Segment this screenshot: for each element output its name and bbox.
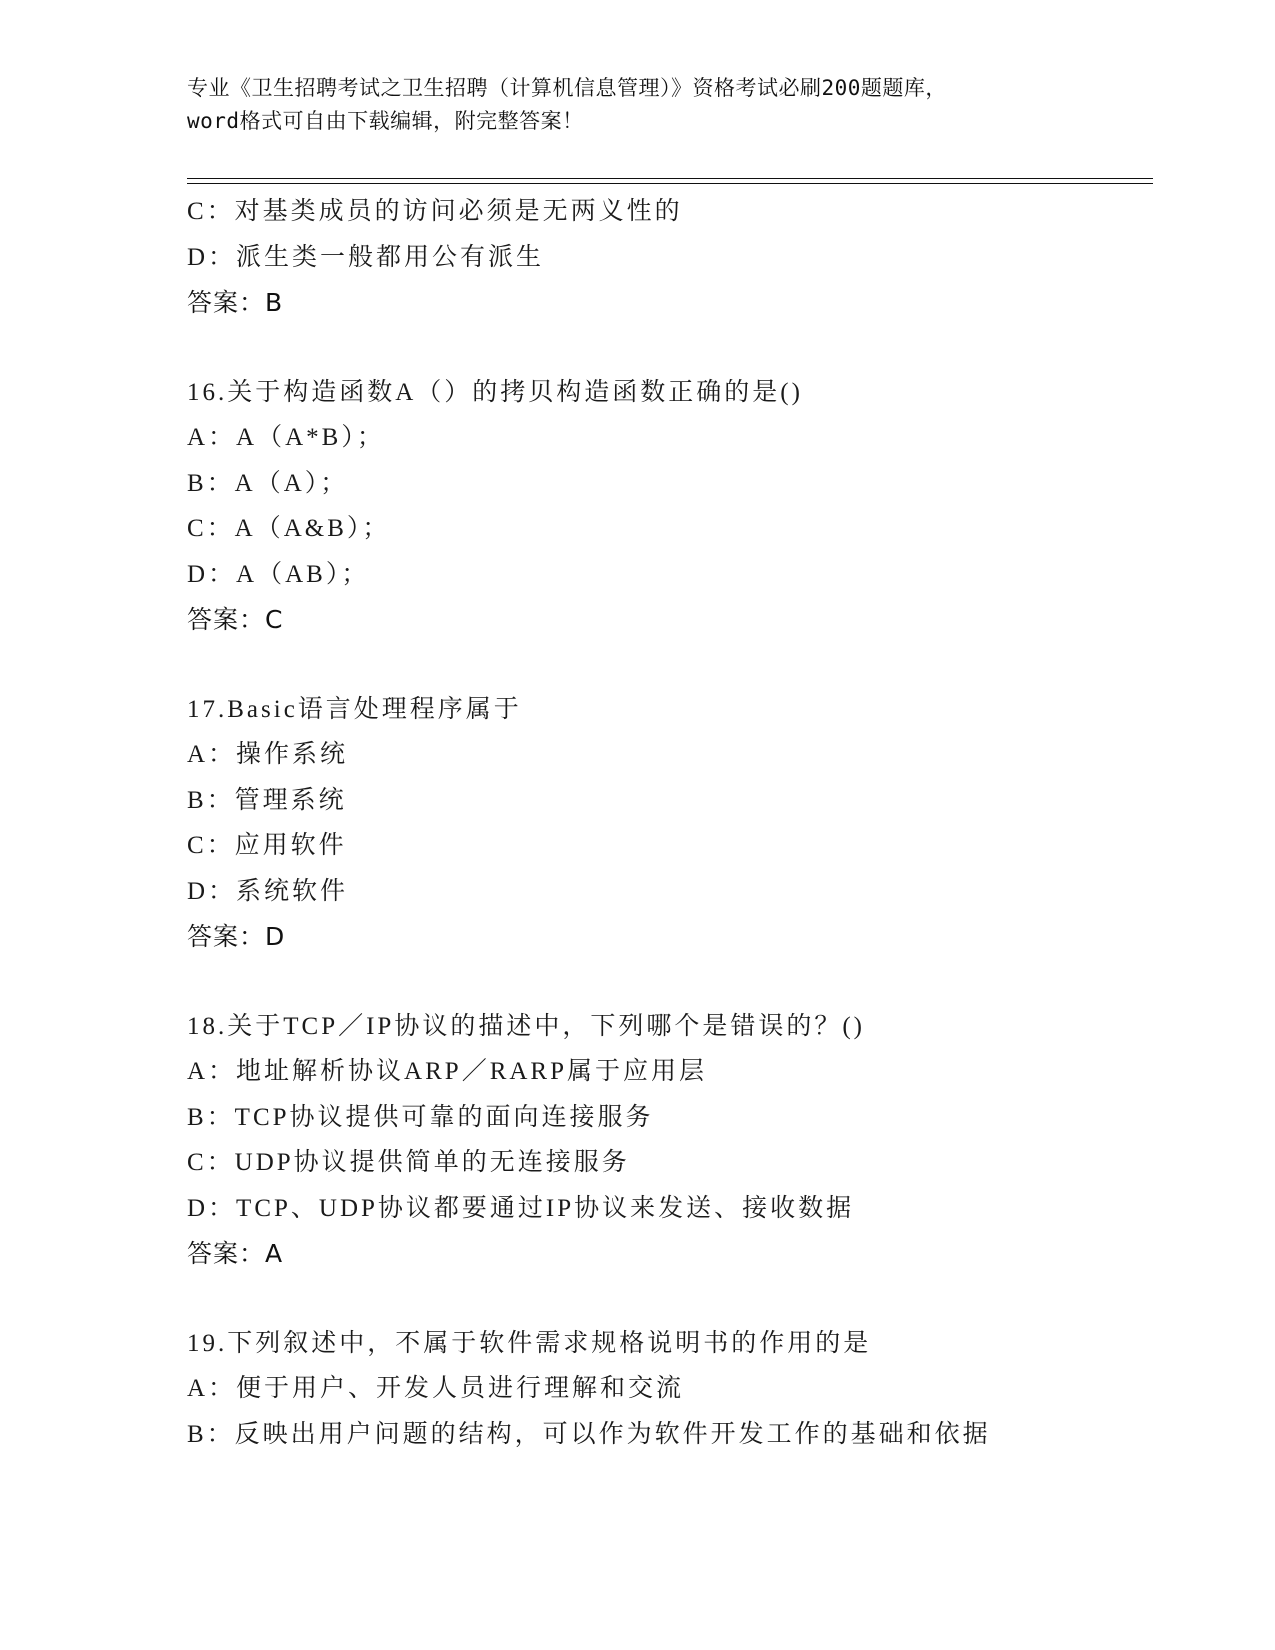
answer-line: 答案：A xyxy=(187,1239,284,1268)
option-d: D：TCP、UDP协议都要通过IP协议来发送、接收数据 xyxy=(187,1194,855,1222)
question-stem: 18.关于TCP／IP协议的描述中，下列哪个是错误的？() xyxy=(187,1012,865,1040)
answer-line: 答案：D xyxy=(187,922,286,951)
option-d: D：派生类一般都用公有派生 xyxy=(187,243,545,271)
answer-line: 答案：B xyxy=(187,288,284,317)
header-line-1: 专业《卫生招聘考试之卫生招聘（计算机信息管理）》资格考试必刷200题题库， xyxy=(187,76,947,100)
question-16 xyxy=(187,370,1167,643)
question-18 xyxy=(187,1004,1167,1277)
option-c: C：UDP协议提供简单的无连接服务 xyxy=(187,1149,630,1176)
option-a: A：A（A*B）； xyxy=(187,424,385,451)
question-19 xyxy=(187,1321,1167,1458)
option-d: D：系统软件 xyxy=(187,877,349,905)
question-17 xyxy=(187,687,1167,960)
question-list xyxy=(187,189,1167,1457)
option-a: A：地址解析协议ARP／RARP属于应用层 xyxy=(187,1058,707,1085)
header-rule-top xyxy=(187,178,1153,179)
option-b: B：A（A）； xyxy=(187,469,349,497)
header-line-2: word格式可自由下载编辑，附完整答案！ xyxy=(187,109,584,133)
option-b: B：反映出用户问题的结构，可以作为软件开发工作的基础和依据 xyxy=(187,1420,991,1448)
option-c: C：应用软件 xyxy=(187,832,347,859)
question-stem: 16.关于构造函数A（）的拷贝构造函数正确的是() xyxy=(187,378,803,406)
option-d: D：A（AB）； xyxy=(187,560,370,588)
option-c: C：A（A&B）； xyxy=(187,515,391,542)
option-a: A：操作系统 xyxy=(187,741,349,768)
option-b: B：管理系统 xyxy=(187,786,347,814)
option-c: C：对基类成员的访问必须是无两义性的 xyxy=(187,198,683,225)
question-stem: 17.Basic语言处理程序属于 xyxy=(187,695,522,723)
question-15-continued xyxy=(187,189,1167,326)
answer-line: 答案：C xyxy=(187,605,284,634)
option-a: A：便于用户、开发人员进行理解和交流 xyxy=(187,1375,685,1402)
option-b: B：TCP协议提供可靠的面向连接服务 xyxy=(187,1103,654,1131)
question-stem: 19.下列叙述中，不属于软件需求规格说明书的作用的是 xyxy=(187,1329,872,1357)
header-rule-bottom xyxy=(187,183,1153,184)
document-header xyxy=(187,72,1087,138)
